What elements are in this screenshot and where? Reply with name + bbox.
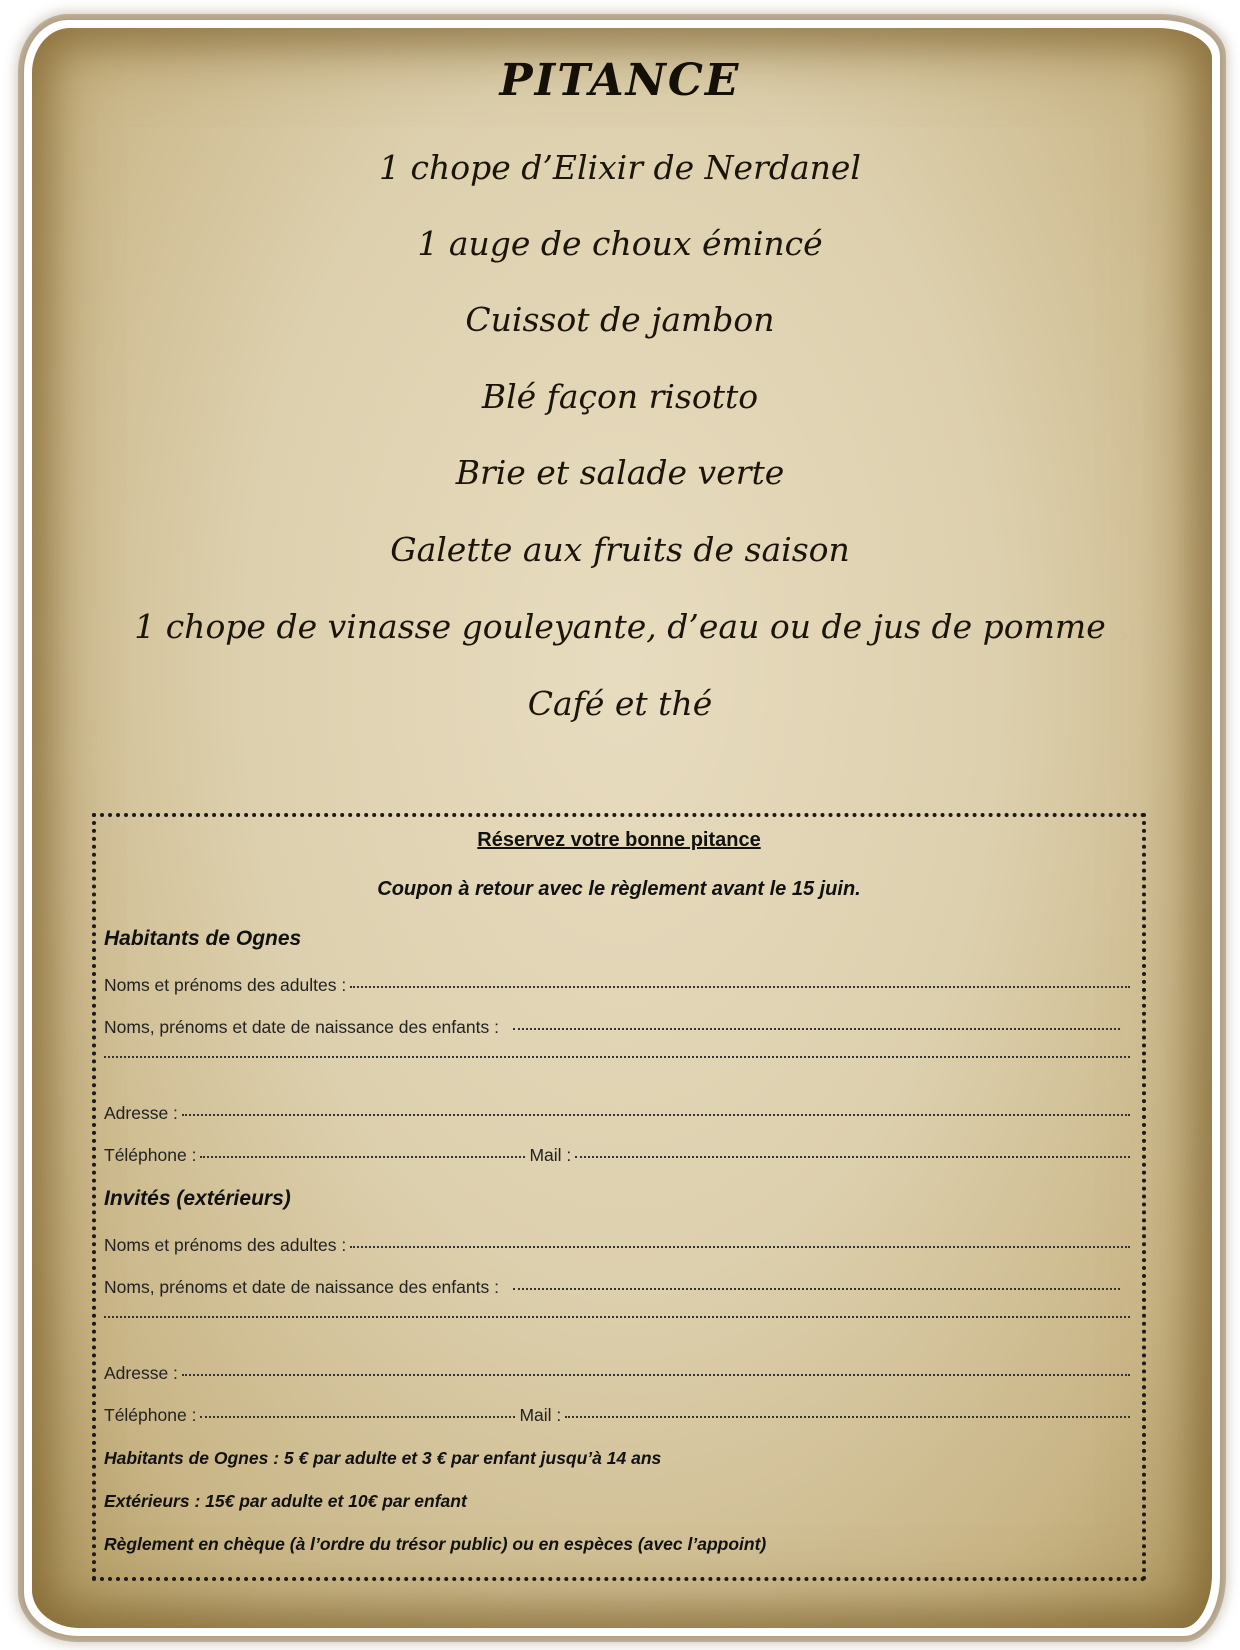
price-residents: Habitants de Ognes : 5 € par adulte et 3 € par enfant jusqu’à 14 ans bbox=[104, 1448, 662, 1468]
price-guests: Extérieurs : 15€ par adulte et 10€ par enfant bbox=[104, 1491, 467, 1511]
field-label: Noms, prénoms et date de naissance des enfants : bbox=[104, 1017, 499, 1037]
residents-address-field[interactable] bbox=[104, 1103, 1134, 1124]
residents-phone-mail-field[interactable] bbox=[104, 1145, 1134, 1166]
menu-item: 1 chope de vinasse gouleyante, d’eau ou de jus de pomme bbox=[134, 607, 1106, 646]
dotted-fill-line bbox=[104, 1316, 1130, 1318]
guests-address-field[interactable] bbox=[104, 1363, 1134, 1384]
residents-adults-field[interactable] bbox=[104, 975, 1134, 996]
section-guests-title: Invités (extérieurs) bbox=[104, 1187, 291, 1210]
dotted-fill-line bbox=[350, 986, 1130, 988]
section-residents-title: Habitants de Ognes bbox=[104, 927, 302, 950]
field-label: Noms, prénoms et date de naissance des enfants : bbox=[104, 1277, 499, 1297]
menu-item: Café et thé bbox=[527, 684, 713, 723]
field-label: Noms et prénoms des adultes : bbox=[104, 975, 347, 995]
coupon-heading: Réservez votre bonne pitance bbox=[477, 829, 761, 851]
field-label: Mail : bbox=[529, 1145, 572, 1165]
guests-adults-field[interactable] bbox=[104, 1235, 1134, 1256]
dotted-fill-line bbox=[565, 1416, 1130, 1418]
page-title: PITANCE bbox=[499, 55, 741, 106]
menu-item: Blé façon risotto bbox=[481, 377, 759, 416]
menu-item: 1 chope d’Elixir de Nerdanel bbox=[379, 148, 861, 187]
coupon-subheading: Coupon à retour avec le règlement avant le 15 juin. bbox=[377, 878, 861, 900]
dotted-fill-line bbox=[513, 1028, 1120, 1030]
field-label: Téléphone : bbox=[104, 1405, 197, 1425]
field-label: Adresse : bbox=[104, 1103, 178, 1123]
dotted-fill-line bbox=[200, 1416, 515, 1418]
guests-children-field[interactable] bbox=[104, 1277, 1124, 1298]
field-label: Adresse : bbox=[104, 1363, 178, 1383]
field-label: Téléphone : bbox=[104, 1145, 197, 1165]
dotted-fill-line bbox=[104, 1056, 1130, 1058]
guests-children-field-continued[interactable] bbox=[104, 1319, 1134, 1321]
dotted-fill-line bbox=[575, 1156, 1130, 1158]
residents-children-field[interactable] bbox=[104, 1017, 1124, 1038]
field-label: Noms et prénoms des adultes : bbox=[104, 1235, 347, 1255]
field-label: Mail : bbox=[519, 1405, 562, 1425]
reservation-coupon bbox=[92, 813, 1146, 1581]
dotted-fill-line bbox=[513, 1288, 1120, 1290]
menu-item: Cuissot de jambon bbox=[465, 300, 775, 339]
dotted-fill-line bbox=[200, 1156, 525, 1158]
menu-item: 1 auge de choux émincé bbox=[417, 224, 823, 263]
menu-item: Brie et salade verte bbox=[455, 453, 785, 492]
residents-children-field-continued[interactable] bbox=[104, 1059, 1134, 1061]
menu-item: Galette aux fruits de saison bbox=[390, 530, 850, 569]
dotted-fill-line bbox=[182, 1374, 1130, 1376]
dotted-fill-line bbox=[350, 1246, 1130, 1248]
dotted-fill-line bbox=[182, 1114, 1130, 1116]
payment-method-note: Règlement en chèque (à l’ordre du trésor public) ou en espèces (avec l’appoint) bbox=[104, 1534, 767, 1554]
guests-phone-mail-field[interactable] bbox=[104, 1405, 1134, 1426]
